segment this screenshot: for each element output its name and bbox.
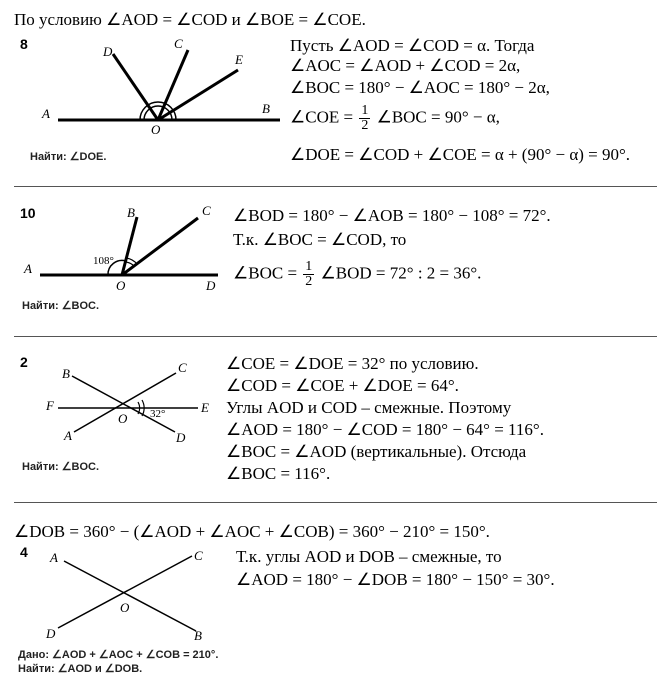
p2-line-3: Углы AOD и COD – смежные. Поэтому	[226, 398, 512, 417]
intro-statement: По условию ∠AOD = ∠COD и ∠BOE = ∠COE.	[14, 10, 366, 29]
problem-2-number: 2	[20, 354, 28, 370]
p10-fraction: $\frac{1}{2}$	[305, 259, 313, 289]
fig8-label-a: A	[42, 106, 50, 121]
p4-header: ∠DOB = 360° − (∠AOD + ∠AOC + ∠COB) = 360° − 210° = 150°.	[14, 522, 490, 541]
fig10-angle-label: 108°	[93, 255, 114, 267]
fig4-label-d: D	[46, 626, 56, 641]
problem-4-caption-given: Дано: ∠AOD + ∠AOC + ∠COB = 210°.	[18, 649, 219, 661]
fig2-label-b: B	[62, 366, 70, 381]
fig2-label-f: F	[46, 398, 54, 413]
p2-line-5: ∠BOC = ∠AOD (вертикальные). Отсюда	[226, 442, 527, 461]
fig4-label-c: C	[194, 548, 203, 563]
fig10-label-b: B	[127, 205, 135, 220]
problem-4-caption-find: Найти: ∠AOD и ∠DOB.	[18, 663, 143, 675]
fig8-label-c: C	[174, 36, 183, 51]
problem-4-figure	[0, 0, 240, 650]
problem-8-number: 8	[20, 36, 28, 52]
fig8-label-o: O	[151, 122, 161, 137]
fig2-label-e: E	[201, 400, 209, 415]
fig10-label-d: D	[206, 278, 216, 293]
p10-line-3-lhs: ∠BOC =	[233, 263, 298, 283]
p2-line-6: ∠BOC = 116°.	[226, 464, 331, 483]
problem-4-number: 4	[20, 544, 28, 560]
p8-line-4-lhs: ∠COE =	[290, 107, 354, 127]
p2-line-4: ∠AOD = 180° − ∠COD = 180° − 64° = 116°.	[226, 420, 544, 439]
fig2-label-a: A	[64, 428, 72, 443]
problem-10-number: 10	[20, 205, 36, 221]
fig2-label-c: C	[178, 360, 187, 375]
fig4-label-b: B	[194, 628, 202, 643]
p2-line-1: ∠COE = ∠DOE = 32° по условию.	[226, 354, 479, 373]
p8-line-2: ∠AOC = ∠AOD + ∠COD = 2α,	[290, 56, 521, 75]
p10-line-3	[233, 260, 481, 289]
fig8-label-e: E	[235, 52, 243, 67]
p8-line-3: ∠BOC = 180° − ∠AOC = 180° − 2α,	[290, 78, 550, 97]
fig10-label-c: C	[202, 203, 211, 218]
fig10-label-a: A	[24, 261, 32, 276]
p10-line-3-rhs: ∠BOD = 72° : 2 = 36°.	[320, 263, 482, 283]
fig2-angle-label: 32°	[150, 408, 166, 420]
problem-10-caption: Найти: ∠BOC.	[22, 300, 100, 312]
p8-fraction: $\frac{1}{2}$	[361, 103, 369, 133]
fig4-label-o: O	[120, 600, 130, 615]
p10-line-1: ∠BOD = 180° − ∠AOB = 180° − 108° = 72°.	[233, 206, 551, 225]
fig2-label-d: D	[176, 430, 186, 445]
problem-8-caption: Найти: ∠DOE.	[30, 151, 107, 163]
p8-line-4-rhs: ∠BOC = 90° − α,	[376, 107, 500, 127]
fig8-label-b: B	[262, 101, 270, 116]
p4-line-1: Т.к. углы AOD и DOB – смежные, то	[236, 547, 502, 566]
p8-line-1: Пусть ∠AOD = ∠COD = α. Тогда	[290, 36, 535, 55]
p10-line-2: Т.к. ∠BOC = ∠COD, то	[233, 230, 407, 249]
p2-line-2: ∠COD = ∠COE + ∠DOE = 64°.	[226, 376, 459, 395]
fig4-label-a: A	[50, 550, 58, 565]
problem-2-caption: Найти: ∠BOC.	[22, 461, 100, 473]
fig10-label-o: O	[116, 278, 126, 293]
p4-line-2: ∠AOD = 180° − ∠DOB = 180° − 150° = 30°.	[236, 570, 555, 589]
p8-line-4	[290, 104, 500, 133]
p8-line-5: ∠DOE = ∠COD + ∠COE = α + (90° − α) = 90°.	[290, 145, 631, 164]
fig8-label-d: D	[103, 44, 113, 59]
fig2-label-o: O	[118, 411, 128, 426]
